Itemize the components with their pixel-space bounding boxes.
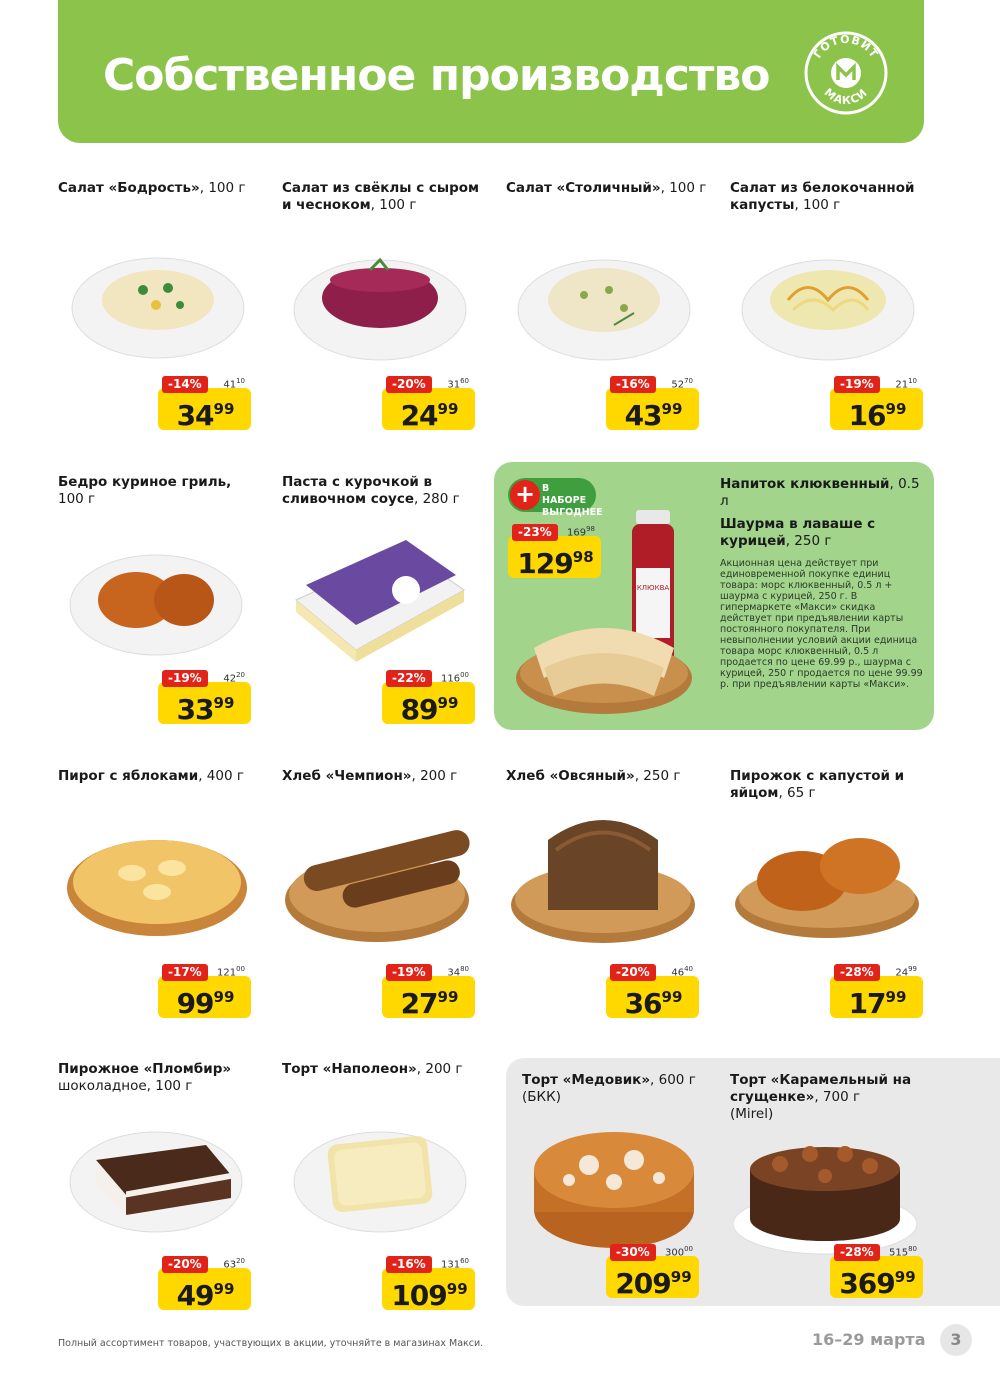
discount-badge: -20% [386,376,432,393]
product-name: Бедро куриное гриль, [58,474,232,490]
bottle-label: КЛЮКВА [636,584,670,592]
new-price: $36^{99}$ [624,987,683,1020]
product-weight: , 280 г [414,491,460,507]
old-price: $52^{70}$ [671,377,693,391]
product-name: Хлеб «Овсяный» [506,768,635,784]
product-card[interactable] [58,1061,268,1095]
product-name: Паста с курочкой в сливочном соусе [282,474,433,507]
page-title: Собственное производство [103,50,770,101]
new-price: $109^{99}$ [391,1279,468,1312]
new-price: $34^{99}$ [176,399,235,432]
gotovit-maksi-logo-icon [803,30,889,116]
new-price: $49^{99}$ [176,1279,235,1312]
product-name: Хлеб «Чемпион» [282,768,412,784]
product-card[interactable] [730,1072,940,1123]
discount-badge: -23% [512,524,558,541]
old-price: $42^{20}$ [223,671,245,685]
product-name: Торт «Наполеон» [282,1061,417,1077]
bundle-badge: + В НАБОРЕ ВЫГОДНЕЕ [508,478,596,512]
product-card[interactable] [282,474,492,508]
product-brand: (БКК) [522,1089,561,1105]
svg-text:МАКСИ [822,86,871,107]
price-tag [158,376,253,432]
cabbage-salad-plate-icon [738,250,918,362]
new-price: $17^{99}$ [848,987,907,1020]
product-name: Салат из белокочанной капусты [730,180,915,213]
price-tag [830,964,925,1020]
product-weight: 100 г [58,491,96,507]
price-tag [382,964,477,1020]
item-2-weight: , 250 г [785,533,832,549]
price-tag [158,964,253,1020]
shawarma-and-drink-icon [514,498,714,723]
discount-badge: -14% [162,376,208,393]
old-price: $46^{40}$ [671,965,693,979]
new-price: $27^{99}$ [400,987,459,1020]
new-price: $43^{99}$ [624,399,683,432]
item-1-name: Напиток клюквенный [720,476,890,492]
product-weight: , 100 г [660,180,707,196]
product-weight: , 65 г [778,785,816,801]
pasta-box-icon [286,530,470,665]
product-weight: , 600 г [650,1072,696,1088]
price-tag [606,376,701,432]
price-tag [382,376,477,432]
new-price: $369^{99}$ [839,1267,916,1300]
product-weight: , 100 г [370,197,417,213]
item-1-weight: , 0.5 л [720,476,920,509]
discount-badge: -17% [162,964,208,981]
discount-badge: -19% [834,376,880,393]
plus-icon: + [510,480,540,510]
product-name: Торт «Карамельный на сгущенке» [730,1072,912,1105]
product-weight: шоколадное, 100 г [58,1078,193,1094]
price-tag [606,964,701,1020]
discount-badge: -20% [610,964,656,981]
product-name: Пирожное «Пломбир» [58,1061,232,1077]
price-tag [830,1244,925,1300]
baguette-icon [282,830,472,945]
beet-salad-plate-icon [290,250,470,362]
discount-badge: -20% [162,1256,208,1273]
discount-badge: -28% [834,1244,880,1261]
old-price: $116^{00}$ [440,671,469,685]
product-card[interactable] [58,474,268,508]
product-weight: , 400 г [198,768,244,784]
discount-badge: -19% [386,964,432,981]
price-tag [158,1256,253,1312]
product-name: Торт «Медовик» [522,1072,651,1088]
new-price: $89^{99}$ [400,693,459,726]
old-price: $24^{99}$ [895,965,917,979]
apple-pie-icon [62,828,252,938]
page-number: 3 [940,1324,972,1356]
old-price: $41^{10}$ [223,377,245,391]
product-card[interactable] [282,1061,492,1078]
old-price: $515^{80}$ [888,1245,917,1259]
product-weight: , 200 г [411,768,458,784]
product-card[interactable] [58,180,268,197]
price-tag [382,1256,477,1312]
promo-dates: 16–29 марта [812,1330,926,1349]
product-card[interactable] [730,180,940,214]
honey-cake-icon [524,1120,704,1260]
discount-badge: -16% [386,1256,432,1273]
new-price: $209^{99}$ [615,1267,692,1300]
old-price: $300^{00}$ [664,1245,693,1259]
salad-plate-icon [514,250,694,362]
product-card[interactable] [58,768,268,785]
logo-text-bottom: МАКСИ [821,85,871,108]
product-card[interactable] [282,180,492,214]
price-tag [382,670,477,726]
promo-conditions: Акционная цена действует при единовременной покупке единиц товара: морс клюквенный, 0.5 л + шаурма с курицей, 250 г. В гипермаркете «Макси» скидка действует при предъявлении карты постоянного покупателя. При невыполнении условий акции единица товара морс клюквенный, 0.5 л продается по цене 69.99 р., шаурма с курицей, 250 г продается по цене 99.99 р. при предъявлении карты «Макси». [720,558,923,690]
discount-badge: -16% [610,376,656,393]
old-price: $31^{60}$ [447,377,469,391]
product-weight: , 100 г [794,197,841,213]
new-price: $16^{99}$ [848,399,907,432]
product-name: Пирожок с капустой и яйцом [730,768,905,801]
discount-badge: -22% [386,670,432,687]
discount-badge: -19% [162,670,208,687]
product-card[interactable] [506,180,716,197]
price-tag [606,1244,701,1300]
old-price: $63^{20}$ [223,1257,245,1271]
svg-text:ГОТОВИТ [811,33,881,61]
cake-slice-icon [66,1120,246,1235]
product-weight: , 700 г [814,1089,861,1105]
bread-loaf-icon [508,810,698,945]
pirozhok-icon [732,826,922,941]
new-price: $33^{99}$ [176,693,235,726]
product-weight: , 200 г [416,1061,463,1077]
old-price: $131^{60}$ [440,1257,469,1271]
product-weight: , 250 г [634,768,681,784]
product-card[interactable] [522,1072,732,1106]
logo-text-top: ГОТОВИТ [810,32,882,61]
new-price: $99^{99}$ [176,987,235,1020]
product-card[interactable] [282,768,492,785]
product-name: Салат из свёклы с сыром и чесноком [282,180,480,213]
caramel-cake-icon [730,1124,920,1264]
page-header [58,0,924,143]
discount-badge: -30% [610,1244,656,1261]
old-price: $169^{98}$ [566,525,595,539]
footer-note: Полный ассортимент товаров, участвующих в акции, уточняйте в магазинах Макси. [58,1338,484,1349]
discount-badge: -28% [834,964,880,981]
item-2-name: Шаурма в лаваше с курицей [720,516,876,549]
old-price: $21^{10}$ [895,377,917,391]
product-name: Пирог с яблоками [58,768,199,784]
product-card[interactable] [506,768,716,785]
new-price: $129^{98}$ [517,547,594,580]
old-price: $121^{00}$ [216,965,245,979]
chicken-plate-icon [66,545,246,657]
salad-plate-icon [68,250,258,390]
bundle-description [720,476,930,690]
product-brand: (Mirel) [730,1106,774,1122]
product-name: Салат «Бодрость» [58,180,200,196]
product-weight: , 100 г [199,180,246,196]
bundle-promo-panel [494,462,934,730]
product-card[interactable] [730,768,940,802]
napoleon-cake-icon [290,1120,470,1235]
product-name: Салат «Столичный» [506,180,661,196]
price-tag [158,670,253,726]
old-price: $34^{80}$ [447,965,469,979]
new-price: $24^{99}$ [400,399,459,432]
price-tag [830,376,925,432]
